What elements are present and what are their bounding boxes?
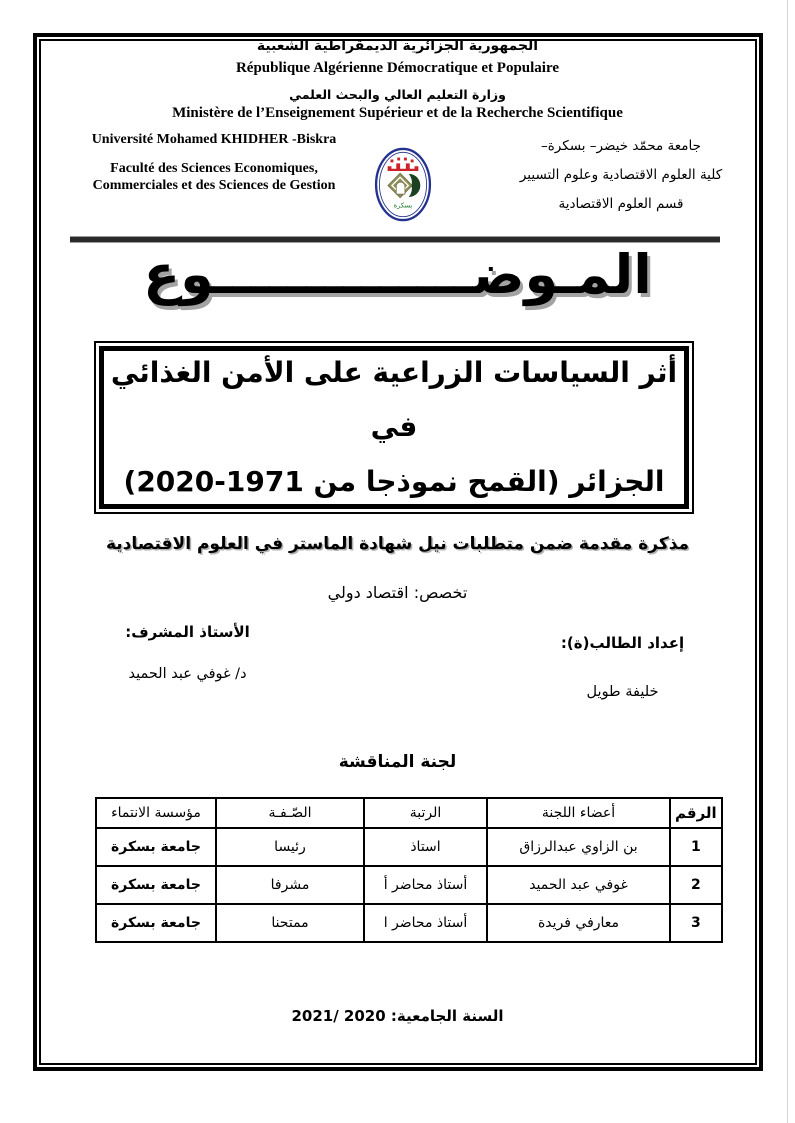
student-name: خليفة طويل bbox=[586, 684, 659, 700]
column-header-rank: الرتبة bbox=[364, 798, 487, 828]
subject-banner: المـوضــــــــــــــوع bbox=[143, 243, 652, 306]
thesis-title-box bbox=[94, 341, 694, 514]
university-logo bbox=[374, 147, 432, 222]
member-role: مشرفا bbox=[216, 866, 364, 904]
header-separator-rule bbox=[70, 236, 720, 243]
committee-row bbox=[96, 904, 722, 942]
member-role: ممتحنا bbox=[216, 904, 364, 942]
member-rank: أستاذ محاضر ا bbox=[364, 904, 487, 942]
university-name-arabic: جامعة محمّد خيضر– بسكرة– bbox=[540, 138, 701, 154]
thesis-title-line2: الجزائر (القمح نموذجا من 1971-2020) bbox=[123, 464, 665, 498]
specialty-line: تخصص: اقتصاد دولي bbox=[327, 583, 468, 602]
thesis-title-line1: أثر السياسات الزراعية على الأمن الغذائي في bbox=[110, 355, 678, 444]
column-header-members: أعضاء اللجنة bbox=[487, 798, 670, 828]
memo-requirement-line: مذكرة مقدمة ضمن متطلبات نيل شهادة الماستر في العلوم الاقتصادية bbox=[105, 534, 690, 554]
member-number: 2 bbox=[670, 866, 722, 904]
committee-table bbox=[95, 797, 723, 943]
department-name-arabic: قسم العلوم الاقتصادية bbox=[558, 196, 684, 212]
republic-name-arabic: الجمهورية الجزائرية الديمقراطية الشعبية bbox=[256, 38, 539, 54]
member-name: معارفي فريدة bbox=[487, 904, 670, 942]
republic-name-french: République Algérienne Démocratique et Populaire bbox=[235, 60, 560, 76]
university-block-french bbox=[58, 131, 370, 195]
university-block-arabic bbox=[505, 132, 737, 219]
committee-row bbox=[96, 828, 722, 866]
supervisor-name: د/ غوفي عبد الحميد bbox=[128, 666, 247, 682]
ministry-name-arabic: وزارة التعليم العالي والبحث العلمي bbox=[289, 87, 506, 102]
column-header-number: الرقم bbox=[670, 798, 722, 828]
university-logo-icon bbox=[374, 147, 432, 222]
member-institution: جامعة بسكرة bbox=[96, 866, 216, 904]
member-rank: استاذ bbox=[364, 828, 487, 866]
member-institution: جامعة بسكرة bbox=[96, 828, 216, 866]
faculty-name-french-line2: Commerciales et des Sciences de Gestion bbox=[92, 178, 336, 193]
student-label: إعداد الطالب(ة): bbox=[560, 634, 685, 652]
academic-year: السنة الجامعية: 2020 /2021 bbox=[291, 1007, 504, 1025]
logo-city-text: بسكرة bbox=[393, 201, 413, 210]
ministry-name-french: Ministère de l’Enseignement Supérieur et de la Recherche Scientifique bbox=[172, 105, 623, 121]
member-role: رئيسا bbox=[216, 828, 364, 866]
committee-header-row bbox=[96, 798, 722, 828]
member-rank: أستاذ محاضر أ bbox=[364, 866, 487, 904]
faculty-name-arabic: كلية العلوم الاقتصادية وعلوم التسيير bbox=[519, 167, 723, 183]
column-header-role: الصّـفـة bbox=[216, 798, 364, 828]
university-name-french: Université Mohamed KHIDHER -Biskra bbox=[91, 132, 337, 147]
supervisor-label: الأستاذ المشرف: bbox=[125, 623, 250, 641]
committee-table-wrap bbox=[95, 797, 723, 943]
member-number: 1 bbox=[670, 828, 722, 866]
member-name: غوفي عبد الحميد bbox=[487, 866, 670, 904]
committee-heading: لجنة المناقشة bbox=[338, 752, 457, 772]
member-name: بن الزاوي عبدالرزاق bbox=[487, 828, 670, 866]
committee-row bbox=[96, 866, 722, 904]
scan-edge-line bbox=[787, 0, 788, 1123]
member-number: 3 bbox=[670, 904, 722, 942]
column-header-institution: مؤسسة الانتماء bbox=[96, 798, 216, 828]
spacer bbox=[58, 149, 370, 160]
member-institution: جامعة بسكرة bbox=[96, 904, 216, 942]
thesis-title-box-inner bbox=[99, 346, 689, 509]
faculty-name-french-line1: Faculté des Sciences Economiques, bbox=[110, 160, 318, 176]
